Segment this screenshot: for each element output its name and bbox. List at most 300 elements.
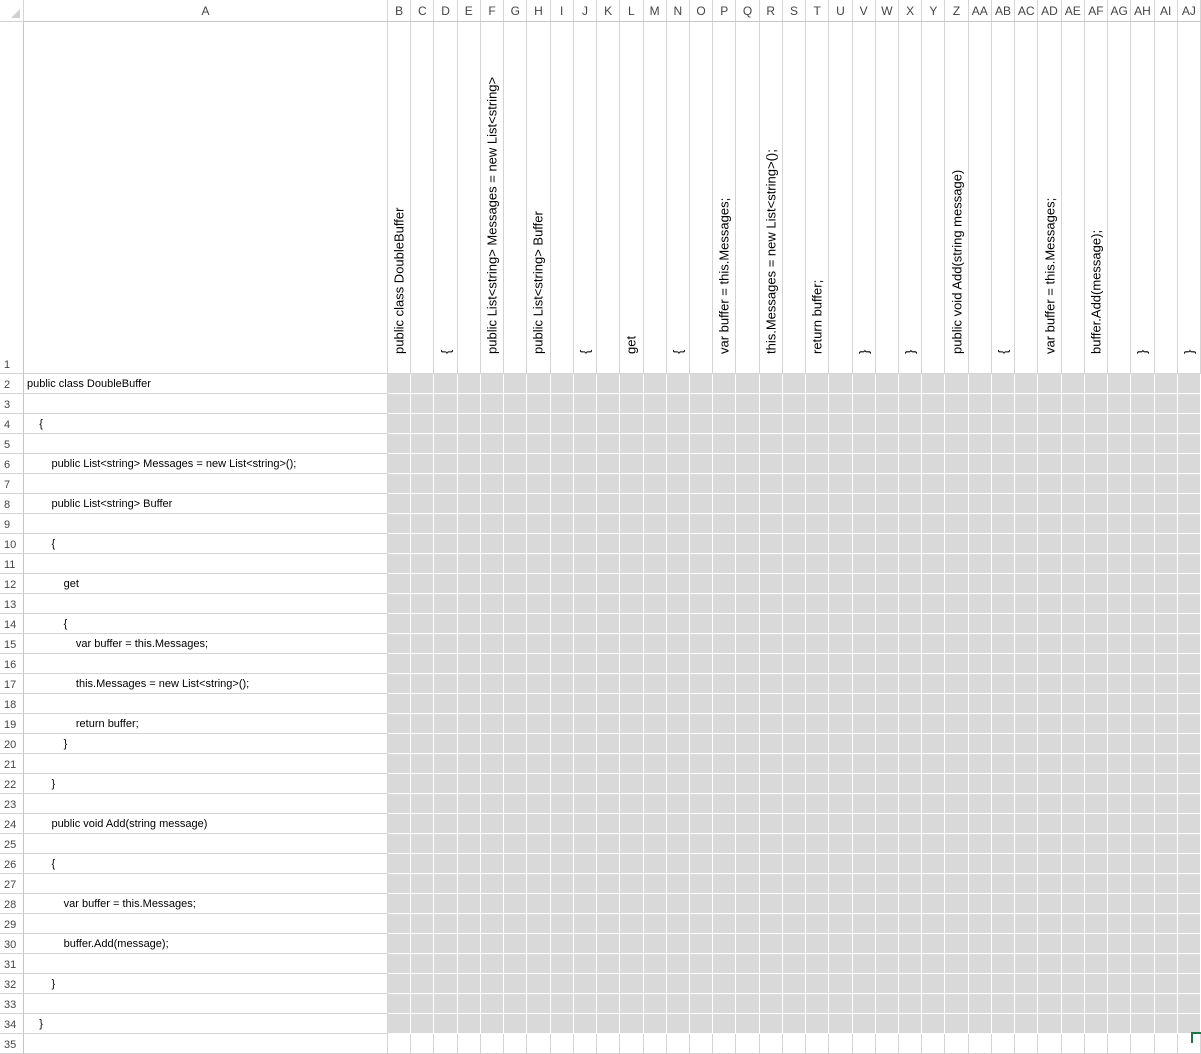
- row-header-2[interactable]: 2: [0, 374, 24, 394]
- cell-ae21[interactable]: [1062, 754, 1085, 774]
- cell-ai3[interactable]: [1155, 394, 1178, 414]
- cell-b10[interactable]: [388, 534, 411, 554]
- cell-s18[interactable]: [783, 694, 806, 714]
- cell-p18[interactable]: [713, 694, 736, 714]
- cell-u24[interactable]: [829, 814, 852, 834]
- cell-ai29[interactable]: [1155, 914, 1178, 934]
- cell-p6[interactable]: [713, 454, 736, 474]
- cell-o21[interactable]: [690, 754, 713, 774]
- cell-a5[interactable]: [24, 434, 388, 454]
- cell-h32[interactable]: [527, 974, 550, 994]
- cell-ab18[interactable]: [992, 694, 1015, 714]
- cell-n29[interactable]: [667, 914, 690, 934]
- cell-af23[interactable]: [1085, 794, 1108, 814]
- cell-ab25[interactable]: [992, 834, 1015, 854]
- cell-s35[interactable]: [783, 1034, 806, 1054]
- cell-u8[interactable]: [829, 494, 852, 514]
- cell-h2[interactable]: [527, 374, 550, 394]
- cell-k30[interactable]: [597, 934, 620, 954]
- cell-ac13[interactable]: [1015, 594, 1038, 614]
- cell-n11[interactable]: [667, 554, 690, 574]
- cell-af18[interactable]: [1085, 694, 1108, 714]
- cell-y9[interactable]: [922, 514, 945, 534]
- cell-h19[interactable]: [527, 714, 550, 734]
- cell-u11[interactable]: [829, 554, 852, 574]
- cell-o25[interactable]: [690, 834, 713, 854]
- cell-l5[interactable]: [620, 434, 643, 454]
- cell-s2[interactable]: [783, 374, 806, 394]
- cell-ag15[interactable]: [1108, 634, 1131, 654]
- cell-x29[interactable]: [899, 914, 922, 934]
- cell-c33[interactable]: [411, 994, 434, 1014]
- cell-x15[interactable]: [899, 634, 922, 654]
- cell-ad34[interactable]: [1038, 1014, 1061, 1034]
- cell-u15[interactable]: [829, 634, 852, 654]
- cell-t26[interactable]: [806, 854, 829, 874]
- cell-z5[interactable]: [945, 434, 968, 454]
- cell-q22[interactable]: [736, 774, 759, 794]
- cell-d30[interactable]: [434, 934, 457, 954]
- cell-ah17[interactable]: [1131, 674, 1154, 694]
- cell-ai24[interactable]: [1155, 814, 1178, 834]
- cell-d8[interactable]: [434, 494, 457, 514]
- cell-p26[interactable]: [713, 854, 736, 874]
- cell-x19[interactable]: [899, 714, 922, 734]
- cell-v22[interactable]: [853, 774, 876, 794]
- cell-j14[interactable]: [574, 614, 597, 634]
- column-header-af[interactable]: AF: [1085, 0, 1108, 22]
- cell-ab29[interactable]: [992, 914, 1015, 934]
- cell-q24[interactable]: [736, 814, 759, 834]
- cell-n19[interactable]: [667, 714, 690, 734]
- cell-u6[interactable]: [829, 454, 852, 474]
- cell-k26[interactable]: [597, 854, 620, 874]
- cell-r10[interactable]: [760, 534, 783, 554]
- cell-ac6[interactable]: [1015, 454, 1038, 474]
- cell-k20[interactable]: [597, 734, 620, 754]
- cell-ac21[interactable]: [1015, 754, 1038, 774]
- cell-p13[interactable]: [713, 594, 736, 614]
- cell-u31[interactable]: [829, 954, 852, 974]
- cell-aj19[interactable]: [1178, 714, 1201, 734]
- cell-k16[interactable]: [597, 654, 620, 674]
- cell-ab15[interactable]: [992, 634, 1015, 654]
- cell-m19[interactable]: [644, 714, 667, 734]
- cell-ad4[interactable]: [1038, 414, 1061, 434]
- cell-r29[interactable]: [760, 914, 783, 934]
- cell-k33[interactable]: [597, 994, 620, 1014]
- cell-aa29[interactable]: [969, 914, 992, 934]
- row-header-31[interactable]: 31: [0, 954, 24, 974]
- cell-l7[interactable]: [620, 474, 643, 494]
- cell-a23[interactable]: [24, 794, 388, 814]
- cell-u14[interactable]: [829, 614, 852, 634]
- cell-z15[interactable]: [945, 634, 968, 654]
- cell-s31[interactable]: [783, 954, 806, 974]
- cell-k25[interactable]: [597, 834, 620, 854]
- cell-k18[interactable]: [597, 694, 620, 714]
- cell-g12[interactable]: [504, 574, 527, 594]
- cell-ac3[interactable]: [1015, 394, 1038, 414]
- cell-e32[interactable]: [458, 974, 481, 994]
- cell-k28[interactable]: [597, 894, 620, 914]
- cell-ad25[interactable]: [1038, 834, 1061, 854]
- cell-t34[interactable]: [806, 1014, 829, 1034]
- cell-u26[interactable]: [829, 854, 852, 874]
- cell-x2[interactable]: [899, 374, 922, 394]
- cell-w3[interactable]: [876, 394, 899, 414]
- column-header-c[interactable]: C: [411, 0, 434, 22]
- cell-n2[interactable]: [667, 374, 690, 394]
- cell-j11[interactable]: [574, 554, 597, 574]
- cell-l6[interactable]: [620, 454, 643, 474]
- cell-h29[interactable]: [527, 914, 550, 934]
- column-header-l[interactable]: L: [620, 0, 643, 22]
- cell-d10[interactable]: [434, 534, 457, 554]
- cell-f27[interactable]: [481, 874, 504, 894]
- cell-aj32[interactable]: [1178, 974, 1201, 994]
- cell-c31[interactable]: [411, 954, 434, 974]
- cell-s28[interactable]: [783, 894, 806, 914]
- cell-n27[interactable]: [667, 874, 690, 894]
- cell-j25[interactable]: [574, 834, 597, 854]
- cell-ag25[interactable]: [1108, 834, 1131, 854]
- cell-u25[interactable]: [829, 834, 852, 854]
- cell-o34[interactable]: [690, 1014, 713, 1034]
- cell-ac12[interactable]: [1015, 574, 1038, 594]
- cell-g9[interactable]: [504, 514, 527, 534]
- cell-i2[interactable]: [551, 374, 574, 394]
- cell-g30[interactable]: [504, 934, 527, 954]
- cell-b21[interactable]: [388, 754, 411, 774]
- cell-ac7[interactable]: [1015, 474, 1038, 494]
- cell-ad5[interactable]: [1038, 434, 1061, 454]
- cell-ae4[interactable]: [1062, 414, 1085, 434]
- cell-x23[interactable]: [899, 794, 922, 814]
- cell-h5[interactable]: [527, 434, 550, 454]
- cell-ab12[interactable]: [992, 574, 1015, 594]
- cell-s10[interactable]: [783, 534, 806, 554]
- cell-b23[interactable]: [388, 794, 411, 814]
- cell-t10[interactable]: [806, 534, 829, 554]
- cell-m22[interactable]: [644, 774, 667, 794]
- cell-h31[interactable]: [527, 954, 550, 974]
- cell-ah25[interactable]: [1131, 834, 1154, 854]
- cell-x28[interactable]: [899, 894, 922, 914]
- cell-af14[interactable]: [1085, 614, 1108, 634]
- cell-ai32[interactable]: [1155, 974, 1178, 994]
- cell-w22[interactable]: [876, 774, 899, 794]
- cell-ae25[interactable]: [1062, 834, 1085, 854]
- cell-b2[interactable]: [388, 374, 411, 394]
- cell-b20[interactable]: [388, 734, 411, 754]
- cell-af27[interactable]: [1085, 874, 1108, 894]
- cell-af20[interactable]: [1085, 734, 1108, 754]
- cell-q35[interactable]: [736, 1034, 759, 1054]
- cell-v23[interactable]: [853, 794, 876, 814]
- cell-v24[interactable]: [853, 814, 876, 834]
- cell-e11[interactable]: [458, 554, 481, 574]
- cell-af31[interactable]: [1085, 954, 1108, 974]
- cell-y26[interactable]: [922, 854, 945, 874]
- cell-r30[interactable]: [760, 934, 783, 954]
- cell-v32[interactable]: [853, 974, 876, 994]
- cell-ag3[interactable]: [1108, 394, 1131, 414]
- cell-ad31[interactable]: [1038, 954, 1061, 974]
- cell-ac16[interactable]: [1015, 654, 1038, 674]
- cell-ad1[interactable]: [1038, 22, 1061, 374]
- cell-o17[interactable]: [690, 674, 713, 694]
- cell-l17[interactable]: [620, 674, 643, 694]
- cell-v20[interactable]: [853, 734, 876, 754]
- cell-h26[interactable]: [527, 854, 550, 874]
- cell-l30[interactable]: [620, 934, 643, 954]
- cell-c18[interactable]: [411, 694, 434, 714]
- cell-e14[interactable]: [458, 614, 481, 634]
- cell-e2[interactable]: [458, 374, 481, 394]
- cell-f28[interactable]: [481, 894, 504, 914]
- cell-ae13[interactable]: [1062, 594, 1085, 614]
- cell-i34[interactable]: [551, 1014, 574, 1034]
- cell-aa4[interactable]: [969, 414, 992, 434]
- cell-v17[interactable]: [853, 674, 876, 694]
- column-header-ad[interactable]: AD: [1038, 0, 1061, 22]
- cell-aj21[interactable]: [1178, 754, 1201, 774]
- cell-b28[interactable]: [388, 894, 411, 914]
- cell-w34[interactable]: [876, 1014, 899, 1034]
- cell-v3[interactable]: [853, 394, 876, 414]
- cell-aa8[interactable]: [969, 494, 992, 514]
- cell-ag24[interactable]: [1108, 814, 1131, 834]
- cell-aj26[interactable]: [1178, 854, 1201, 874]
- cell-ab31[interactable]: [992, 954, 1015, 974]
- cell-u18[interactable]: [829, 694, 852, 714]
- cell-x17[interactable]: [899, 674, 922, 694]
- cell-x30[interactable]: [899, 934, 922, 954]
- cell-b4[interactable]: [388, 414, 411, 434]
- cell-p2[interactable]: [713, 374, 736, 394]
- cell-t11[interactable]: [806, 554, 829, 574]
- cell-ae32[interactable]: [1062, 974, 1085, 994]
- cell-m23[interactable]: [644, 794, 667, 814]
- cell-z33[interactable]: [945, 994, 968, 1014]
- column-header-ah[interactable]: AH: [1131, 0, 1154, 22]
- cell-ab30[interactable]: [992, 934, 1015, 954]
- cell-ah24[interactable]: [1131, 814, 1154, 834]
- cell-j5[interactable]: [574, 434, 597, 454]
- cell-l16[interactable]: [620, 654, 643, 674]
- cell-g20[interactable]: [504, 734, 527, 754]
- cell-u23[interactable]: [829, 794, 852, 814]
- cell-ae28[interactable]: [1062, 894, 1085, 914]
- cell-aa12[interactable]: [969, 574, 992, 594]
- cell-e1[interactable]: [458, 22, 481, 374]
- cell-ah14[interactable]: [1131, 614, 1154, 634]
- cell-x33[interactable]: [899, 994, 922, 1014]
- cell-a17[interactable]: this.Messages = new List<string>();: [24, 674, 388, 694]
- cell-n25[interactable]: [667, 834, 690, 854]
- cell-j20[interactable]: [574, 734, 597, 754]
- cell-d29[interactable]: [434, 914, 457, 934]
- column-header-ae[interactable]: AE: [1062, 0, 1085, 22]
- cell-ae10[interactable]: [1062, 534, 1085, 554]
- cell-a34[interactable]: }: [24, 1014, 388, 1034]
- row-header-27[interactable]: 27: [0, 874, 24, 894]
- cell-p23[interactable]: [713, 794, 736, 814]
- cell-ag35[interactable]: [1108, 1034, 1131, 1054]
- cell-w12[interactable]: [876, 574, 899, 594]
- cell-af32[interactable]: [1085, 974, 1108, 994]
- cell-y31[interactable]: [922, 954, 945, 974]
- cell-z6[interactable]: [945, 454, 968, 474]
- row-header-19[interactable]: 19: [0, 714, 24, 734]
- cell-r31[interactable]: [760, 954, 783, 974]
- cell-ae5[interactable]: [1062, 434, 1085, 454]
- cell-a8[interactable]: public List<string> Buffer: [24, 494, 388, 514]
- column-header-e[interactable]: E: [458, 0, 481, 22]
- cell-h1[interactable]: [527, 22, 550, 374]
- cell-v21[interactable]: [853, 754, 876, 774]
- cell-ab3[interactable]: [992, 394, 1015, 414]
- cell-f12[interactable]: [481, 574, 504, 594]
- cell-q7[interactable]: [736, 474, 759, 494]
- cell-w16[interactable]: [876, 654, 899, 674]
- cell-aa32[interactable]: [969, 974, 992, 994]
- row-header-4[interactable]: 4: [0, 414, 24, 434]
- cell-i19[interactable]: [551, 714, 574, 734]
- cell-g14[interactable]: [504, 614, 527, 634]
- cell-ah33[interactable]: [1131, 994, 1154, 1014]
- cell-v30[interactable]: [853, 934, 876, 954]
- cell-h16[interactable]: [527, 654, 550, 674]
- cell-h33[interactable]: [527, 994, 550, 1014]
- cell-z35[interactable]: [945, 1034, 968, 1054]
- cell-d35[interactable]: [434, 1034, 457, 1054]
- cell-p5[interactable]: [713, 434, 736, 454]
- cell-y33[interactable]: [922, 994, 945, 1014]
- row-header-20[interactable]: 20: [0, 734, 24, 754]
- cell-j1[interactable]: [574, 22, 597, 374]
- cell-k11[interactable]: [597, 554, 620, 574]
- cell-o8[interactable]: [690, 494, 713, 514]
- cell-e15[interactable]: [458, 634, 481, 654]
- cell-i12[interactable]: [551, 574, 574, 594]
- cell-p7[interactable]: [713, 474, 736, 494]
- cell-ae20[interactable]: [1062, 734, 1085, 754]
- cell-d34[interactable]: [434, 1014, 457, 1034]
- cell-f14[interactable]: [481, 614, 504, 634]
- cell-x34[interactable]: [899, 1014, 922, 1034]
- cell-aj2[interactable]: [1178, 374, 1201, 394]
- row-header-3[interactable]: 3: [0, 394, 24, 414]
- cell-ai8[interactable]: [1155, 494, 1178, 514]
- row-header-25[interactable]: 25: [0, 834, 24, 854]
- cell-x25[interactable]: [899, 834, 922, 854]
- cell-y20[interactable]: [922, 734, 945, 754]
- cell-q26[interactable]: [736, 854, 759, 874]
- column-header-ac[interactable]: AC: [1015, 0, 1038, 22]
- cell-c34[interactable]: [411, 1014, 434, 1034]
- cell-ae33[interactable]: [1062, 994, 1085, 1014]
- cell-e18[interactable]: [458, 694, 481, 714]
- cell-ad16[interactable]: [1038, 654, 1061, 674]
- cell-e30[interactable]: [458, 934, 481, 954]
- cell-ad9[interactable]: [1038, 514, 1061, 534]
- cell-j12[interactable]: [574, 574, 597, 594]
- cell-ag16[interactable]: [1108, 654, 1131, 674]
- row-header-18[interactable]: 18: [0, 694, 24, 714]
- cell-d24[interactable]: [434, 814, 457, 834]
- cell-p21[interactable]: [713, 754, 736, 774]
- cell-i23[interactable]: [551, 794, 574, 814]
- cell-ai35[interactable]: [1155, 1034, 1178, 1054]
- cell-z4[interactable]: [945, 414, 968, 434]
- cell-x14[interactable]: [899, 614, 922, 634]
- cell-ab21[interactable]: [992, 754, 1015, 774]
- cell-c8[interactable]: [411, 494, 434, 514]
- cell-ac17[interactable]: [1015, 674, 1038, 694]
- cell-o4[interactable]: [690, 414, 713, 434]
- cell-h4[interactable]: [527, 414, 550, 434]
- cell-ae1[interactable]: [1062, 22, 1085, 374]
- cell-f31[interactable]: [481, 954, 504, 974]
- cell-a11[interactable]: [24, 554, 388, 574]
- cell-ad28[interactable]: [1038, 894, 1061, 914]
- cell-g28[interactable]: [504, 894, 527, 914]
- cell-b34[interactable]: [388, 1014, 411, 1034]
- cell-e13[interactable]: [458, 594, 481, 614]
- cell-g13[interactable]: [504, 594, 527, 614]
- cell-ai1[interactable]: [1155, 22, 1178, 374]
- cell-t23[interactable]: [806, 794, 829, 814]
- cell-i32[interactable]: [551, 974, 574, 994]
- cell-ag14[interactable]: [1108, 614, 1131, 634]
- cell-af2[interactable]: [1085, 374, 1108, 394]
- cell-ah1[interactable]: [1131, 22, 1154, 374]
- cell-w13[interactable]: [876, 594, 899, 614]
- cell-h24[interactable]: [527, 814, 550, 834]
- cell-x35[interactable]: [899, 1034, 922, 1054]
- cell-x21[interactable]: [899, 754, 922, 774]
- cell-u20[interactable]: [829, 734, 852, 754]
- cell-n32[interactable]: [667, 974, 690, 994]
- cell-i33[interactable]: [551, 994, 574, 1014]
- cell-c15[interactable]: [411, 634, 434, 654]
- cell-m5[interactable]: [644, 434, 667, 454]
- cell-a33[interactable]: [24, 994, 388, 1014]
- cell-s7[interactable]: [783, 474, 806, 494]
- cell-q2[interactable]: [736, 374, 759, 394]
- cell-r15[interactable]: [760, 634, 783, 654]
- cell-ag34[interactable]: [1108, 1014, 1131, 1034]
- cell-c22[interactable]: [411, 774, 434, 794]
- cell-w2[interactable]: [876, 374, 899, 394]
- cell-k17[interactable]: [597, 674, 620, 694]
- cell-a19[interactable]: return buffer;: [24, 714, 388, 734]
- cell-ai23[interactable]: [1155, 794, 1178, 814]
- cell-e10[interactable]: [458, 534, 481, 554]
- cell-s15[interactable]: [783, 634, 806, 654]
- cell-ai25[interactable]: [1155, 834, 1178, 854]
- cell-i29[interactable]: [551, 914, 574, 934]
- cell-f5[interactable]: [481, 434, 504, 454]
- cell-w29[interactable]: [876, 914, 899, 934]
- cell-z34[interactable]: [945, 1014, 968, 1034]
- cell-n26[interactable]: [667, 854, 690, 874]
- cell-o6[interactable]: [690, 454, 713, 474]
- cell-u17[interactable]: [829, 674, 852, 694]
- cell-a9[interactable]: [24, 514, 388, 534]
